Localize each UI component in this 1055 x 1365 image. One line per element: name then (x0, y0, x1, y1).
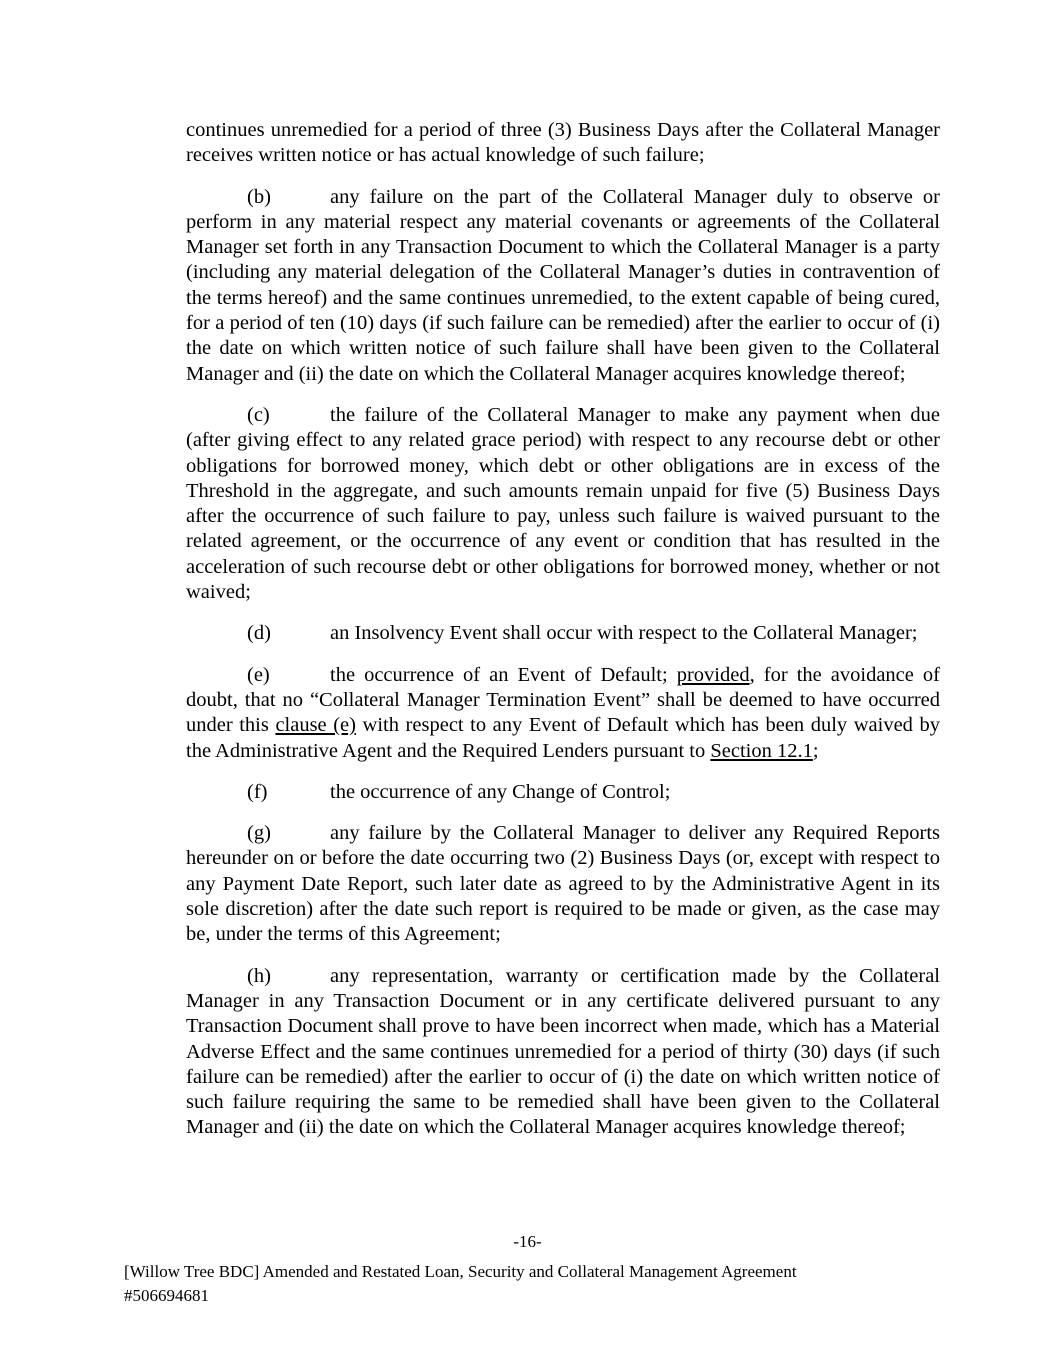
paragraph (186, 185, 940, 387)
paragraph (186, 118, 940, 169)
text-segment: ; (812, 739, 819, 762)
underlined-text-segment: Section 12.1 (710, 739, 813, 762)
paragraph-label: (e) (247, 663, 270, 686)
footer (124, 1260, 984, 1308)
text-segment: any failure on the part of the Collateral Manager duly to observe or perform in any material respect any material covenants or agreements of the Collateral Manager set forth in any Transaction Document to which the Collateral Manager is a party (including any material delegation of the Collateral Manager’s duties in contravention of the terms hereof) and the same continues unremedied, to the extent capable of being cured, for a period of ten (10) days (if such failure can be remedied) after the earlier to occur of (i) the date on which written notice of such failure shall have been given to the Collateral Manager and (ii) the date on which the Collateral Manager acquires knowledge thereof; (186, 185, 940, 385)
paragraph (186, 621, 940, 646)
text-segment: the failure of the Collateral Manager to make any payment when due (after giving effect to any related grace period) with respect to any recourse debt or other obligations for borrowed money, which debt or other obligations are in excess of the Threshold in the aggregate, and such amounts remain unpaid for five (5) Business Days after the occurrence of such failure to pay, unless such failure is waived pursuant to the related agreement, or the occurrence of any event or condition that has resulted in the acceleration of such recourse debt or other obligations for borrowed money, whether or not waived; (186, 403, 940, 604)
footer-document-id: #506694681 (124, 1286, 209, 1305)
text-segment: any representation, warranty or certification made by the Collateral Manager in any Transaction Document or in any certificate delivered pursuant to any Transaction Document shall prove to have been incorrect when made, which has a Material Adverse Effect and the same continues unremedied for a period of thirty (30) days (if such failure can be remedied) after the earlier to occur of (i) the date on which written notice of such failure requiring the same to be remedied shall have been given to the Collateral Manager and (ii) the date on which the Collateral Manager acquires knowledge thereof; (186, 964, 940, 1139)
page-number: -16- (513, 1232, 542, 1251)
paragraph (186, 964, 940, 1141)
paragraph-label: (f) (247, 780, 268, 803)
body-text (186, 118, 940, 1141)
text-segment: , for the avoidance of doubt, that no “Collateral Manager Termination Event” shall be deemed to have occurred under this (186, 663, 940, 737)
text-segment: continues unremedied for a period of three (3) Business Days after the Collateral Manager receives written notice or has actual knowledge of such failure; (186, 119, 940, 167)
text-segment: with respect to any Event of Default which has been duly waived by the Administrative Agent and the Required Lenders pursuant to (186, 714, 941, 762)
paragraph (186, 821, 940, 947)
paragraph (186, 403, 940, 605)
underlined-text-segment: clause (e) (275, 714, 356, 737)
text-segment: any failure by the Collateral Manager to deliver any Required Reports hereunder on or before the date occurring two (2) Business Days (or, except with respect to any Payment Date Report, such later date as agreed to by the Administrative Agent in its sole discretion) after the date such report is required to be made or given, as the case may be, under the terms of this Agreement; (186, 822, 940, 946)
paragraph-label: (c) (247, 403, 270, 426)
text-segment: an Insolvency Event shall occur with respect to the Collateral Manager; (330, 622, 918, 645)
footer-document-title: [Willow Tree BDC] Amended and Restated Loan, Security and Collateral Management Agreement (124, 1262, 797, 1281)
paragraph-label: (h) (247, 964, 271, 987)
paragraph-label: (g) (247, 822, 271, 845)
paragraph (186, 780, 940, 805)
text-segment: the occurrence of an Event of Default; (330, 663, 677, 686)
underlined-text-segment: provided (676, 663, 750, 686)
paragraph-label: (b) (247, 185, 271, 208)
text-segment: the occurrence of any Change of Control; (330, 780, 671, 803)
paragraph-label: (d) (247, 622, 271, 645)
paragraph (186, 663, 940, 764)
